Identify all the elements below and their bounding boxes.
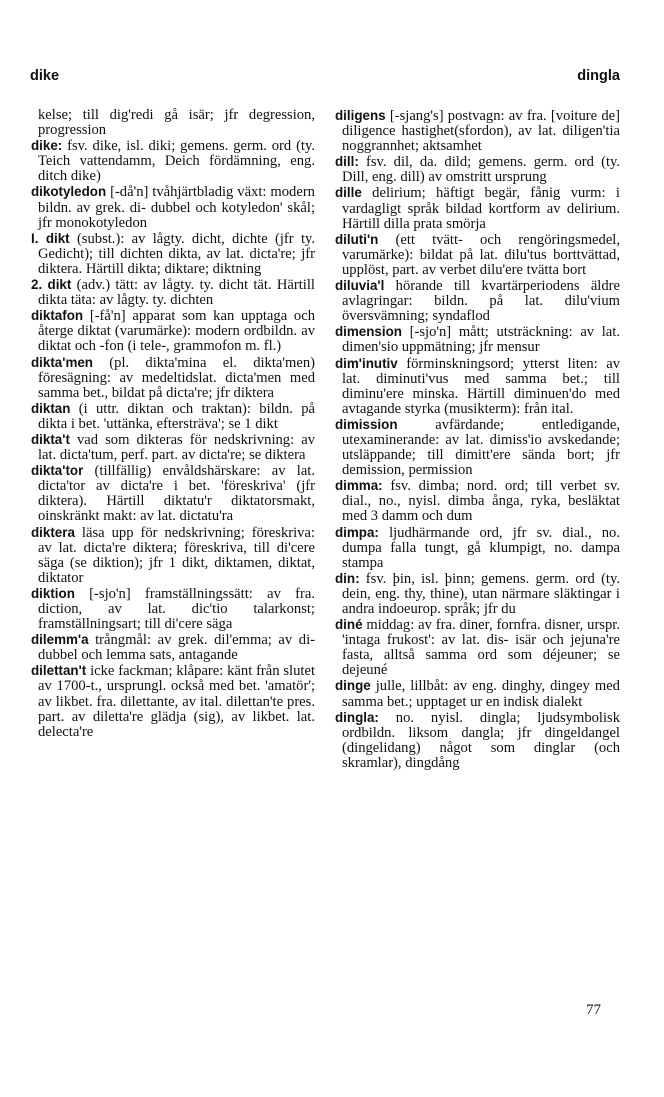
entry-headword: diligens — [335, 108, 386, 123]
dictionary-entry — [335, 108, 620, 154]
entry-headword: dimpa: — [335, 524, 379, 540]
entry-headword: diktan — [31, 400, 71, 416]
dictionary-entry — [31, 184, 315, 230]
entry-headword: dikta'tor — [31, 463, 84, 479]
entry-definition: julle, lillbåt: av eng. dinghy, dingey med samma bet.; upptaget ur en indisk dialekt — [342, 678, 620, 710]
dictionary-entry — [31, 401, 315, 432]
entry-definition: förminskningsord; ytterst liten: av lat. diminuti'vus med samma bet.; till diminu'ere minska. Härtill diminuen'do med avtagande styrka (musikterm): från ital. — [342, 355, 620, 417]
entry-definition: icke fackman; klåpare: känt från slutet av 1700-t., ursprungl. också med bet. 'amatör'; av likbet. fra. dilettante, av ital. dilettan'te pres. part. av diletta're glädja (sig), av likbet. lat. delecta're — [38, 663, 315, 740]
dictionary-entry — [335, 185, 620, 231]
entry-headword: dimission — [335, 416, 398, 432]
dictionary-entry — [31, 432, 315, 463]
dictionary-entry — [31, 108, 315, 138]
dictionary-entry — [31, 308, 315, 354]
dictionary-entry — [335, 571, 620, 617]
entry-headword: diluvia'l — [335, 278, 385, 294]
dictionary-entry — [335, 232, 620, 278]
dictionary-entry — [335, 324, 620, 355]
entry-headword: diluti'n — [335, 231, 379, 247]
entry-definition: kelse; till dig'redi gå isär; jfr degression, progression — [38, 107, 315, 139]
dictionary-entry — [335, 525, 620, 571]
entry-headword: diktion — [31, 585, 75, 601]
dictionary-entry — [335, 278, 620, 324]
entry-definition: [-sjo'n] framställningssätt: av fra. diction, av lat. dic'tio talarkonst; framställningsart; till di'cere säga — [38, 585, 315, 633]
entry-definition: delirium; häftigt begär, fånig vurm: i vardagligt språk bildad kortform av delirium. Härtill dilla prata smörja — [342, 185, 620, 232]
entry-headword: dike: — [31, 138, 63, 154]
dictionary-entry — [335, 710, 620, 771]
dictionary-entry — [335, 678, 620, 709]
dictionary-entry — [335, 617, 620, 678]
entry-definition: ljudhärmande ord, jfr sv. dial., no. dumpa falla tungt, gå klumpigt, no. dampa stampa — [342, 524, 620, 571]
entry-definition: [-då'n] tvåhjärtbladig växt: modern bildn. av grek. di- dubbel och kotyledon' skål; jfr monokotyledon — [38, 184, 315, 231]
dictionary-entry — [31, 277, 315, 308]
dictionary-entry — [31, 525, 315, 586]
entry-headword: dill: — [335, 154, 359, 170]
entry-headword: dikta'men — [31, 354, 93, 370]
entry-definition: [-sjang's] postvagn: av fra. [voiture de] diligence hastighet(sfordon), av lat. diligen'tia noggrannhet; aktsamhet — [342, 108, 620, 155]
entry-definition: [-sjo'n] mått; utsträckning: av lat. dimen'sio uppmätning; jfr mensur — [342, 324, 620, 356]
entry-definition: fsv. dimba; nord. ord; till verbet sv. dial., no., nyisl. dimba ånga, ryka, besläktat med 3 damm och dum — [342, 478, 620, 525]
entry-definition: no. nyisl. dingla; ljudsymbolisk ordbildn. liksom dangla; jfr dingeldangel (dingelidang) något som dinglar (och skramlar), dingdång — [342, 709, 620, 771]
dictionary-entry — [31, 632, 315, 663]
entry-definition: läsa upp för nedskrivning; föreskriva: av lat. dicta're diktera; föreskriva, till di'cere säga (se diktion); jfr 1 dikt, diktamen, diktat, diktator — [38, 524, 315, 586]
entry-headword: 2. dikt — [31, 277, 72, 293]
entry-definition: trångmål: av grek. dil'emma; av di- dubbel och lemma sats, antagande — [38, 632, 315, 664]
running-head-right: dingla — [577, 68, 620, 84]
right-column — [335, 108, 620, 771]
entry-headword: dikta't — [31, 431, 70, 447]
dictionary-entry — [31, 355, 315, 401]
dictionary-entry — [31, 138, 315, 184]
page-number: 77 — [586, 1002, 601, 1018]
dictionary-entry — [31, 463, 315, 524]
entry-definition: (i uttr. diktan och traktan): bildn. på dikta i bet. 'uttänka, eftersträva'; se 1 dikt — [38, 400, 315, 432]
entry-headword: dimension — [335, 324, 402, 340]
entry-headword: dim'inutiv — [335, 355, 398, 371]
entry-headword: dilettan't — [31, 663, 87, 679]
entry-definition: (ett tvätt- och rengöringsmedel, varumärke): bildat på lat. dilu'tus borttvättad, upplöst, part. av verbet dilu'ere tvätta bort — [342, 231, 620, 278]
dictionary-entry — [335, 417, 620, 478]
dictionary-entry — [335, 356, 620, 417]
entry-headword: dille — [335, 185, 362, 201]
entry-headword: diné — [335, 617, 363, 633]
entry-definition: avfärdande; entledigande, utexaminerande: av lat. dimiss'io avskedande; utsläppande; till dimitt'ere sända bort; jfr demission, permission — [342, 416, 620, 479]
running-head-left: dike — [30, 68, 60, 84]
entry-headword: I. dikt — [31, 230, 70, 246]
entry-definition: vad som dikteras för nedskrivning: av lat. dicta'tum, perf. part. av dicta're; se diktera — [38, 431, 315, 464]
entry-definition: hörande till kvartärperiodens äldre avlagringar: bildn. på lat. dilu'vium översvämning; syndaflod — [342, 278, 620, 325]
dictionary-entry — [31, 231, 315, 277]
entry-headword: dikotyledon — [31, 184, 107, 200]
dictionary-entry — [335, 478, 620, 524]
entry-definition: (adv.) tätt: av lågty. ty. dicht tät. Härtill dikta täta: av lågty. ty. dichten — [38, 277, 315, 309]
entry-headword: diktera — [31, 524, 75, 540]
entry-definition: (pl. dikta'mina el. dikta'men) föresägning: av medeltidslat. dicta'men med samma bet., bildat på dicta're; jfr diktera — [38, 354, 315, 401]
entry-headword: dimma: — [335, 478, 383, 494]
dictionary-entry — [31, 586, 315, 632]
entry-definition: fsv. dil, da. dild; gemens. germ. ord (ty. Dill, eng. dill) av omstritt ursprung — [342, 154, 620, 186]
entry-headword: diktafon — [31, 308, 84, 324]
entry-definition: (subst.): av lågty. dicht, dichte (jfr ty. Gedicht); till dichten dikta, av lat. dicta're; jfr diktera. Härtill dikta; diktare; diktning — [38, 230, 315, 277]
dictionary-entry — [335, 154, 620, 185]
dictionary-entry — [31, 663, 315, 739]
entry-definition: [-få'n] apparat som kan upptaga och återge diktat (varumärke): modern ordbildn. av diktat och -fon (i tele-, grammofon m. fl.) — [38, 308, 315, 355]
entry-headword: dingla: — [335, 709, 379, 725]
entry-definition: fsv. þin, isl. þinn; gemens. germ. ord (ty. dein, eng. thy, thine), utan närmare släktingar i andra indoeurop. språk; jfr du — [342, 570, 620, 617]
entry-definition: fsv. dike, isl. diki; gemens. germ. ord (ty. Teich vattendamm, Deich fördämning, eng. ditch dike) — [38, 138, 315, 185]
entry-headword: din: — [335, 570, 360, 586]
entry-definition: (tillfällig) envåldshärskare: av lat. dicta'tor av dicta're i bet. 'föreskriva' (jfr diktera). Härtill diktatu'r diktatorsmakt, oinskränkt makt: av lat. dictatu'ra — [38, 463, 316, 525]
entry-definition: middag: av fra. diner, fornfra. disner, urspr. 'intaga frukost': av lat. dis- isär och jejuna're fasta, alltså samma ord som déjeuner; se dejeuné — [342, 617, 620, 679]
left-column — [31, 108, 315, 740]
entry-headword: dilemm'a — [31, 632, 89, 648]
entry-headword: dinge — [335, 678, 371, 694]
